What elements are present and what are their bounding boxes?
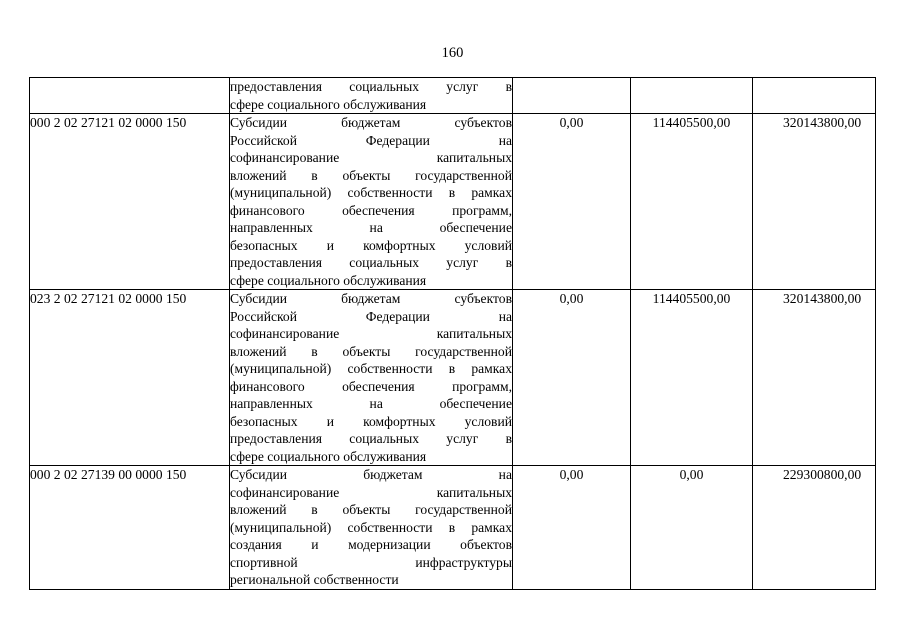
- description-cell: [230, 78, 513, 114]
- budget-code-cell: 000 2 02 27139 00 0000 150: [30, 466, 230, 590]
- description-line: вложений в объекты государственной: [230, 502, 512, 517]
- description-line: Российской Федерации на: [230, 308, 512, 324]
- description-line: предоставления социальных услуг в: [230, 431, 512, 446]
- amount-cell: 114405500,00: [631, 290, 753, 466]
- description-cell: [230, 290, 513, 466]
- amount-cell: [753, 78, 876, 114]
- amount-cell: 0,00: [631, 466, 753, 590]
- description-line: вложений в объекты государственной: [230, 167, 512, 183]
- table-row: [30, 78, 876, 114]
- description-line: софинансирование капитальных: [230, 150, 512, 165]
- description-line: финансового обеспечения программ,: [230, 202, 512, 218]
- amount-cell: 0,00: [513, 114, 631, 290]
- budget-code-cell: 023 2 02 27121 02 0000 150: [30, 290, 230, 466]
- description-line: сфере социального обслуживания: [230, 272, 427, 288]
- table-row: [30, 466, 876, 590]
- description-line: безопасных и комфортных условий: [230, 413, 512, 429]
- budget-code-cell: 000 2 02 27121 02 0000 150: [30, 114, 230, 290]
- description-line: Субсидии бюджетам субъектов: [230, 291, 512, 306]
- description-line: направленных на обеспечение: [230, 220, 512, 235]
- amount-cell: 0,00: [513, 466, 631, 590]
- description-line: вложений в объекты государственной: [230, 343, 512, 359]
- amount-cell: 0,00: [513, 290, 631, 466]
- amount-cell: 229300800,00: [753, 466, 876, 590]
- description-line: спортивной инфраструктуры: [230, 554, 512, 570]
- description-line: региональной собственности: [230, 572, 399, 587]
- table-row: [30, 114, 876, 290]
- amount-cell: [513, 78, 631, 114]
- table-body: [30, 78, 876, 590]
- description-line: создания и модернизации объектов: [230, 537, 512, 552]
- description-line: (муниципальной) собственности в рамках: [230, 185, 512, 200]
- budget-table: [29, 77, 876, 590]
- description-line: сфере социального обслуживания: [230, 96, 427, 112]
- description-line: софинансирование капитальных: [230, 484, 512, 500]
- description-line: предоставления социальных услуг в: [230, 255, 512, 270]
- page-number: 160: [441, 45, 464, 61]
- description-line: безопасных и комфортных условий: [230, 237, 512, 253]
- description-line: софинансирование капитальных: [230, 326, 512, 341]
- description-line: направленных на обеспечение: [230, 396, 512, 411]
- description-line: предоставления социальных услуг в: [230, 79, 512, 94]
- amount-cell: 320143800,00: [753, 290, 876, 466]
- budget-code-cell: [30, 78, 230, 114]
- description-line: Субсидии бюджетам на: [230, 467, 512, 482]
- description-cell: [230, 114, 513, 290]
- description-line: Российской Федерации на: [230, 132, 512, 148]
- description-cell: [230, 466, 513, 590]
- description-line: сфере социального обслуживания: [230, 448, 427, 464]
- description-line: (муниципальной) собственности в рамках: [230, 519, 512, 535]
- amount-cell: 320143800,00: [753, 114, 876, 290]
- amount-cell: [631, 78, 753, 114]
- amount-cell: 114405500,00: [631, 114, 753, 290]
- description-line: Субсидии бюджетам субъектов: [230, 115, 512, 130]
- table-row: [30, 290, 876, 466]
- description-line: финансового обеспечения программ,: [230, 378, 512, 394]
- description-line: (муниципальной) собственности в рамках: [230, 361, 512, 376]
